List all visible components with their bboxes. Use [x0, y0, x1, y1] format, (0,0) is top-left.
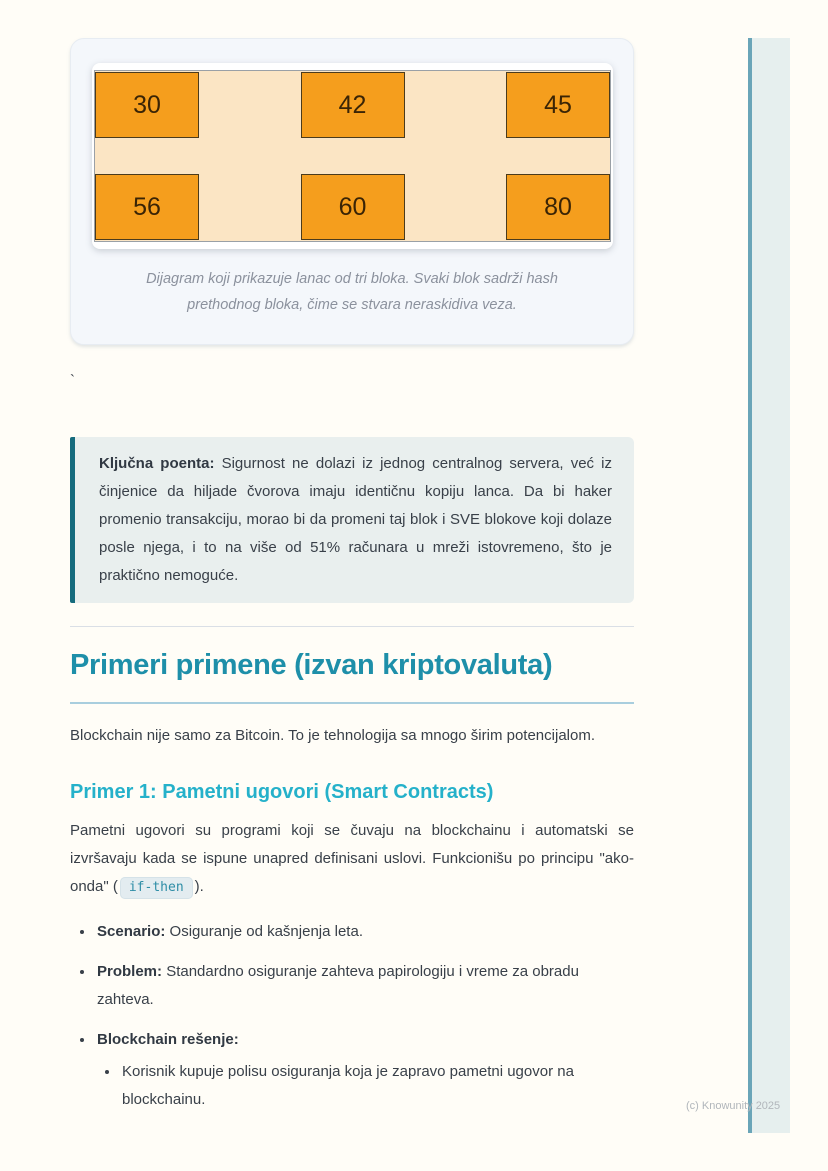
bullet-list — [70, 918, 634, 1114]
callout-label: Ključna poenta: — [99, 455, 215, 472]
diagram-block: 56 — [95, 174, 199, 240]
list-item-label: Problem: — [97, 963, 163, 980]
paragraph-text-end: ). — [194, 878, 204, 895]
figure-panel — [92, 63, 613, 249]
callout-text: Sigurnost ne dolazi iz jednog centralnog servera, već iz činjenice da hiljade čvorova imaju identičnu kopiju lanca. Da bi haker promenio transakciju, morao bi da promeni taj blok i SVE blokove koji dolaze posle njega, i to na više od 51% računara u mreži istovremeno, što je praktično nemoguće. — [99, 455, 612, 584]
diagram-block: 60 — [301, 174, 405, 240]
diagram-block: 42 — [301, 72, 405, 138]
footer-credit: (c) Knowunity 2025 — [686, 1100, 781, 1112]
list-item — [95, 958, 634, 1014]
section-divider — [70, 626, 634, 627]
sub-heading: Primer 1: Pametni ugovori (Smart Contracts) — [70, 781, 494, 803]
nested-bullet-list — [97, 1058, 634, 1114]
document-content — [70, 0, 634, 1126]
smart-contracts-paragraph — [70, 817, 634, 902]
list-item — [95, 918, 634, 946]
figure-caption: Dijagram koji prikazuje lanac od tri bloka. Svaki blok sadrži hash prethodnog bloka, čime se stvara neraskidiva veza. — [146, 271, 558, 313]
key-point-callout — [70, 437, 634, 603]
inline-code-chip: if-then — [120, 877, 193, 899]
list-item — [95, 1026, 634, 1114]
diagram-block: 30 — [95, 72, 199, 138]
blockchain-diagram — [94, 70, 611, 242]
page-edge-strip — [748, 38, 790, 1133]
paragraph-text-start: Pametni ugovori su programi koji se čuvaju na blockchainu i automatski se izvršavaju kada se ispune unapred definisani uslovi. Funkcionišu po principu "ako-onda" ( — [70, 822, 634, 895]
diagram-block: 80 — [506, 174, 610, 240]
diagram-block: 45 — [506, 72, 610, 138]
list-item-label: Blockchain rešenje: — [97, 1031, 239, 1048]
section-heading: Primeri primene (izvan kriptovaluta) — [70, 647, 634, 704]
list-item-label: Scenario: — [97, 923, 166, 940]
list-item-text: Standardno osiguranje zahteva papirologiju i vreme za obradu zahteva. — [97, 963, 579, 1008]
figure-card — [70, 38, 634, 345]
stray-backtick: ` — [70, 372, 75, 389]
nested-list-item: • Korisnik kupuje polisu osiguranja koja je zapravo pametni ugovor na blockchainu. — [120, 1058, 634, 1114]
intro-paragraph: Blockchain nije samo za Bitcoin. To je tehnologija sa mnogo širim potencijalom. — [70, 727, 595, 744]
list-item-text: Osiguranje od kašnjenja leta. — [169, 923, 363, 940]
